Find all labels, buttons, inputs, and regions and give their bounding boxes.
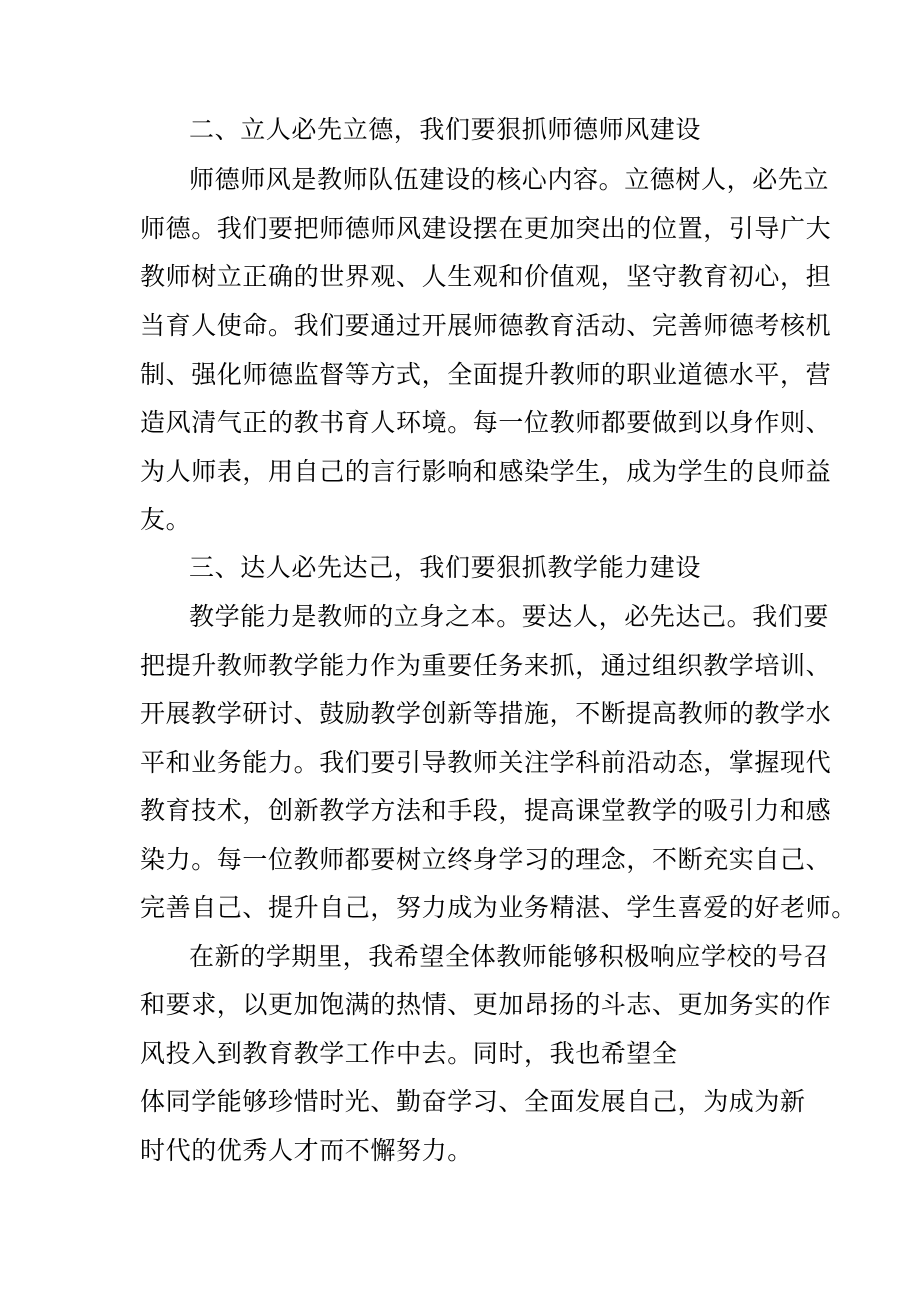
paragraph-line: 风投入到教育教学工作中去。同时，我也希望全 [140,1039,678,1068]
paragraph-line: 把提升教师教学能力作为重要任务来抓，通过组织教学培训、 [140,651,832,680]
paragraph-line: 师德。我们要把师德师风建设摆在更加突出的位置，引导广大 [140,214,832,243]
paragraph-line: 造风清气正的教书育人环境。每一位教师都要做到以身作则、 [140,408,832,437]
paragraph-line: 平和业务能力。我们要引导教师关注学科前沿动态，掌握现代 [140,748,832,777]
paragraph-line: 体同学能够珍惜时光、勤奋学习、全面发展自己，为成为新 [140,1087,806,1116]
paragraph-line: 开展教学研讨、鼓励教学创新等措施，不断提高教师的教学水 [140,699,832,728]
paragraph-line: 当育人使命。我们要通过开展师德教育活动、完善师德考核机 [140,311,832,340]
paragraph-line: 教学能力是教师的立身之本。要达人，必先达己。我们要 [189,602,830,631]
paragraph-line: 教育技术，创新教学方法和手段，提高课堂教学的吸引力和感 [140,796,832,825]
paragraph-line: 师德师风是教师队伍建设的核心内容。立德树人，必先立 [189,165,830,194]
paragraph-line: 和要求，以更加饱满的热情、更加昂扬的斗志、更加务实的作 [140,990,832,1019]
paragraph-line: 制、强化师德监督等方式，全面提升教师的职业道德水平，营 [140,360,832,389]
paragraph-line: 时代的优秀人才而不懈努力。 [140,1136,473,1165]
section-3-heading: 三、达人必先达己，我们要狠抓教学能力建设 [189,553,702,582]
section-2-heading: 二、立人必先立德，我们要狠抓师德师风建设 [189,115,702,144]
paragraph-line: 友。 [140,505,192,534]
paragraph-line: 在新的学期里，我希望全体教师能够积极响应学校的号召 [189,942,830,971]
paragraph-line: 完善自己、提升自己，努力成为业务精湛、学生喜爱的好老师。 [140,893,857,922]
paragraph-line: 为人师表，用自己的言行影响和感染学生，成为学生的良师益 [140,457,832,486]
paragraph-line: 教师树立正确的世界观、人生观和价值观，坚守教育初心，担 [140,262,832,291]
paragraph-line: 染力。每一位教师都要树立终身学习的理念，不断充实自己、 [140,845,832,874]
